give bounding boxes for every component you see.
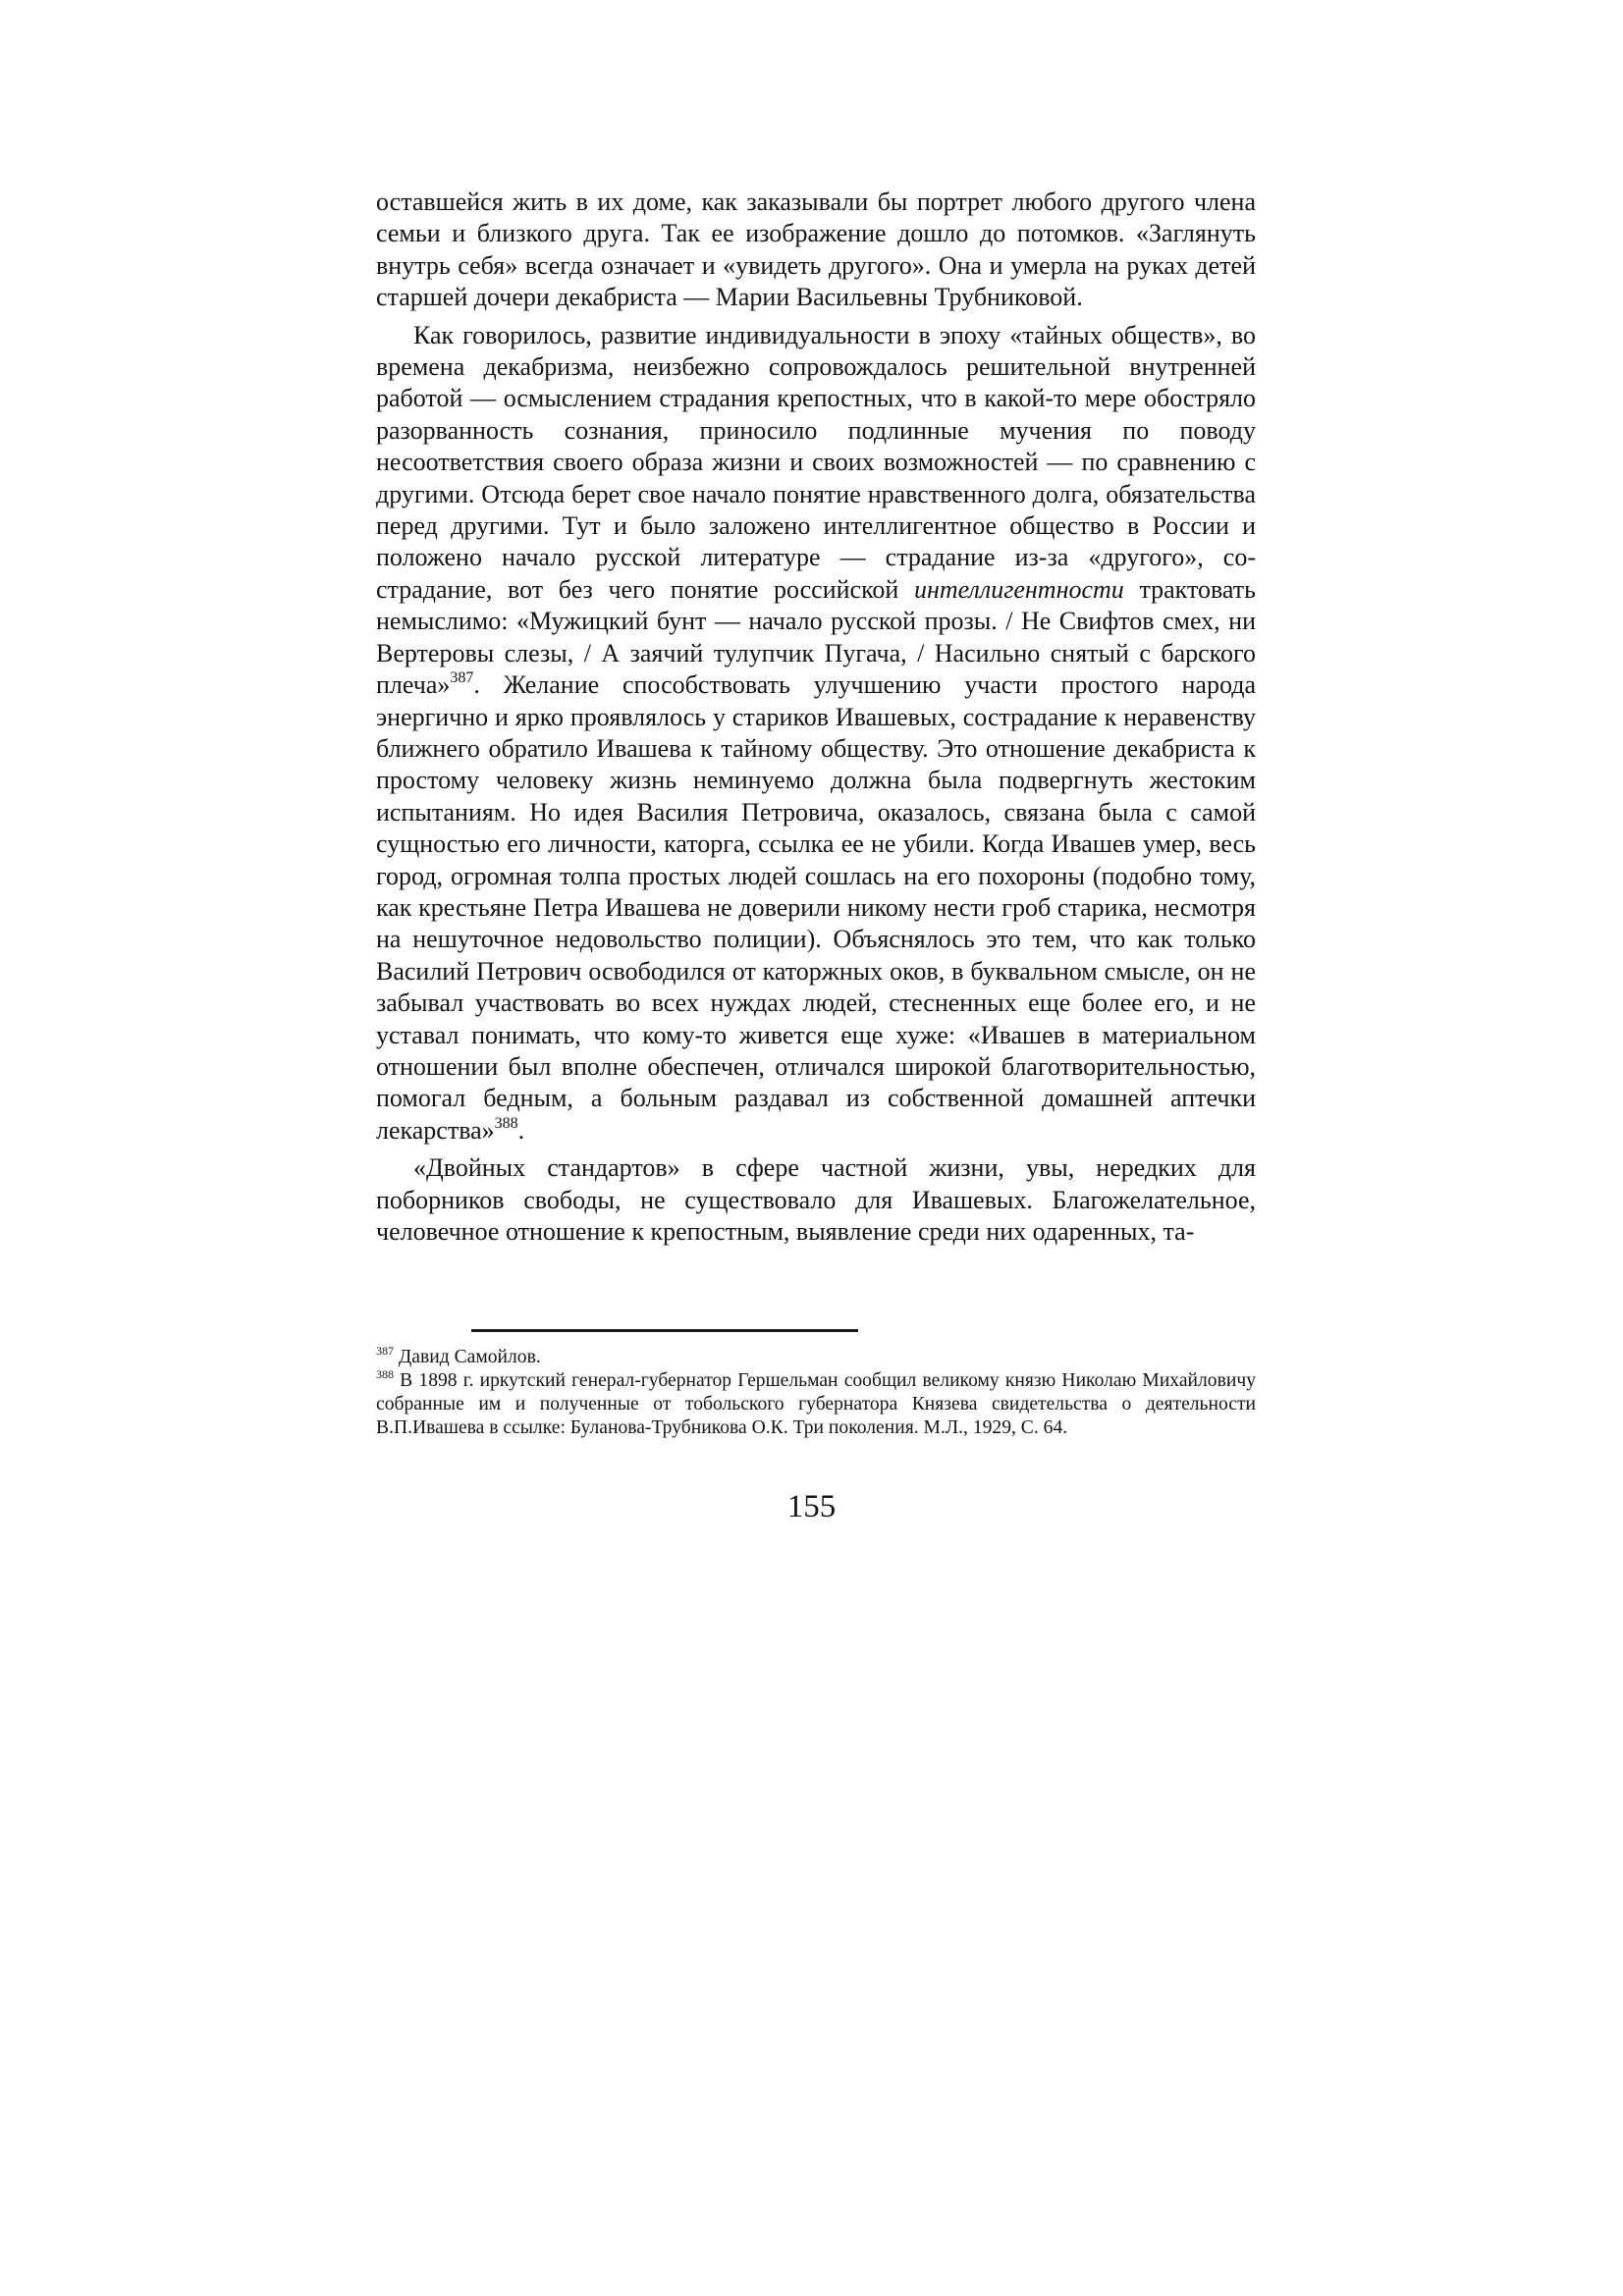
footnote-388: [376, 1369, 1256, 1440]
paragraph-2-part-d: .: [517, 1115, 525, 1145]
paragraph-3: «Двойных стандартов» в сфере частной жизни, увы, нередких для поборников свободы, не существовало для Ивашевых. Благожелательное, человечное отношение к крепостным, выявление среди них одаренных, та-: [376, 1153, 1256, 1246]
paragraph-2: [376, 320, 1256, 1148]
paragraph-2-part-c: . Желание способствовать улучшению участи простого народа энергично и ярко проявлялось у стариков Ивашевых, сострадание к неравенству ближнего обратило Ивашева к тайному обществу. Это отношение декабриста к простому человеку жизнь неминуемо должна была подвергнуть жестоким испытаниям. Но идея Василия Петровича, оказалось, связана была с самой сущностью его личности, каторга, ссылка ее не убили. Когда Ивашев умер, весь город, огромная толпа простых людей сошлась на его похороны (подобно тому, как крестьяне Петра Ивашева не доверили никому нести гроб старика, несмотря на нешуточное недовольство полиции). Объяснялось это тем, что как только Василий Петрович освободился от каторжных оков, в буквальном смысле, он не забывал участвовать во всех нуждах людей, стесненных еще более его, и не уставал понимать, что кому-то живется еще хуже: «Ивашев в материальном отношении был вполне обеспечен, отличался широкой благотворительностью, помогал бедным, а больным раздавал из собственной домашней аптечки лекарства»: [376, 670, 1256, 1145]
footnote-387: [376, 1346, 1256, 1369]
footnote-number: 387: [376, 1344, 394, 1358]
page-number: 155: [786, 1489, 837, 1524]
footnotes: [376, 1346, 1256, 1440]
footnote-ref-387[interactable]: 387: [450, 669, 474, 687]
footnote-ref-388[interactable]: 388: [494, 1114, 518, 1132]
paragraph-2-part-a: Как говорилось, развитие индивидуальности в эпоху «тайных обществ», во времена декабризма, неизбежно сопровождалось решительной внутренней работой — осмыслением страдания крепостных, что в какой-то мере обостряло разорванность сознания, приносило подлинные мучения по поводу несоответствия своего образа жизни и своих возможностей — по сравнению с другими. Отсюда берет свое начало понятие нравственного долга, обязательства перед другими. Тут и было заложено интеллигентное общество в России и положено начало русской литературе — страдание из-за «другого», со-страдание, вот без чего понятие российской: [376, 320, 1256, 604]
footnote-text: В 1898 г. иркутский генерал-губернатор Гершельман сообщил великому князю Николаю Михайловичу собранные им и полученные от тобольского губернатора Князева свидетельства о деятельности В.П.Ивашева в ссылке: Буланова-Трубникова О.К. Три поколения. М.Л., 1929, С. 64.: [376, 1370, 1256, 1438]
main-text: [376, 187, 1256, 1248]
footnote-separator: [471, 1329, 858, 1332]
paragraph-1: оставшейся жить в их доме, как заказывали бы портрет любого другого члена семьи и близкого друга. Так ее изображение дошло до потомков. «Заглянуть внутрь себя» всегда означает и «увидеть другого». Она и умерла на руках детей старшей дочери декабриста — Марии Васильевны Трубниковой.: [376, 187, 1256, 312]
paragraph-2-part-b: трактовать немыслимо: «Мужицкий бунт — начало русской прозы. / Не Свифтов смех, ни Вертеровы слезы, / А заячий тулупчик Пугача, / Насильно снятый с барского плеча»: [376, 574, 1257, 700]
footnote-text: Давид Самойлов.: [398, 1347, 541, 1367]
emphasis-intelligentnost: интеллигентности: [913, 574, 1124, 604]
footnote-number: 388: [376, 1367, 394, 1381]
